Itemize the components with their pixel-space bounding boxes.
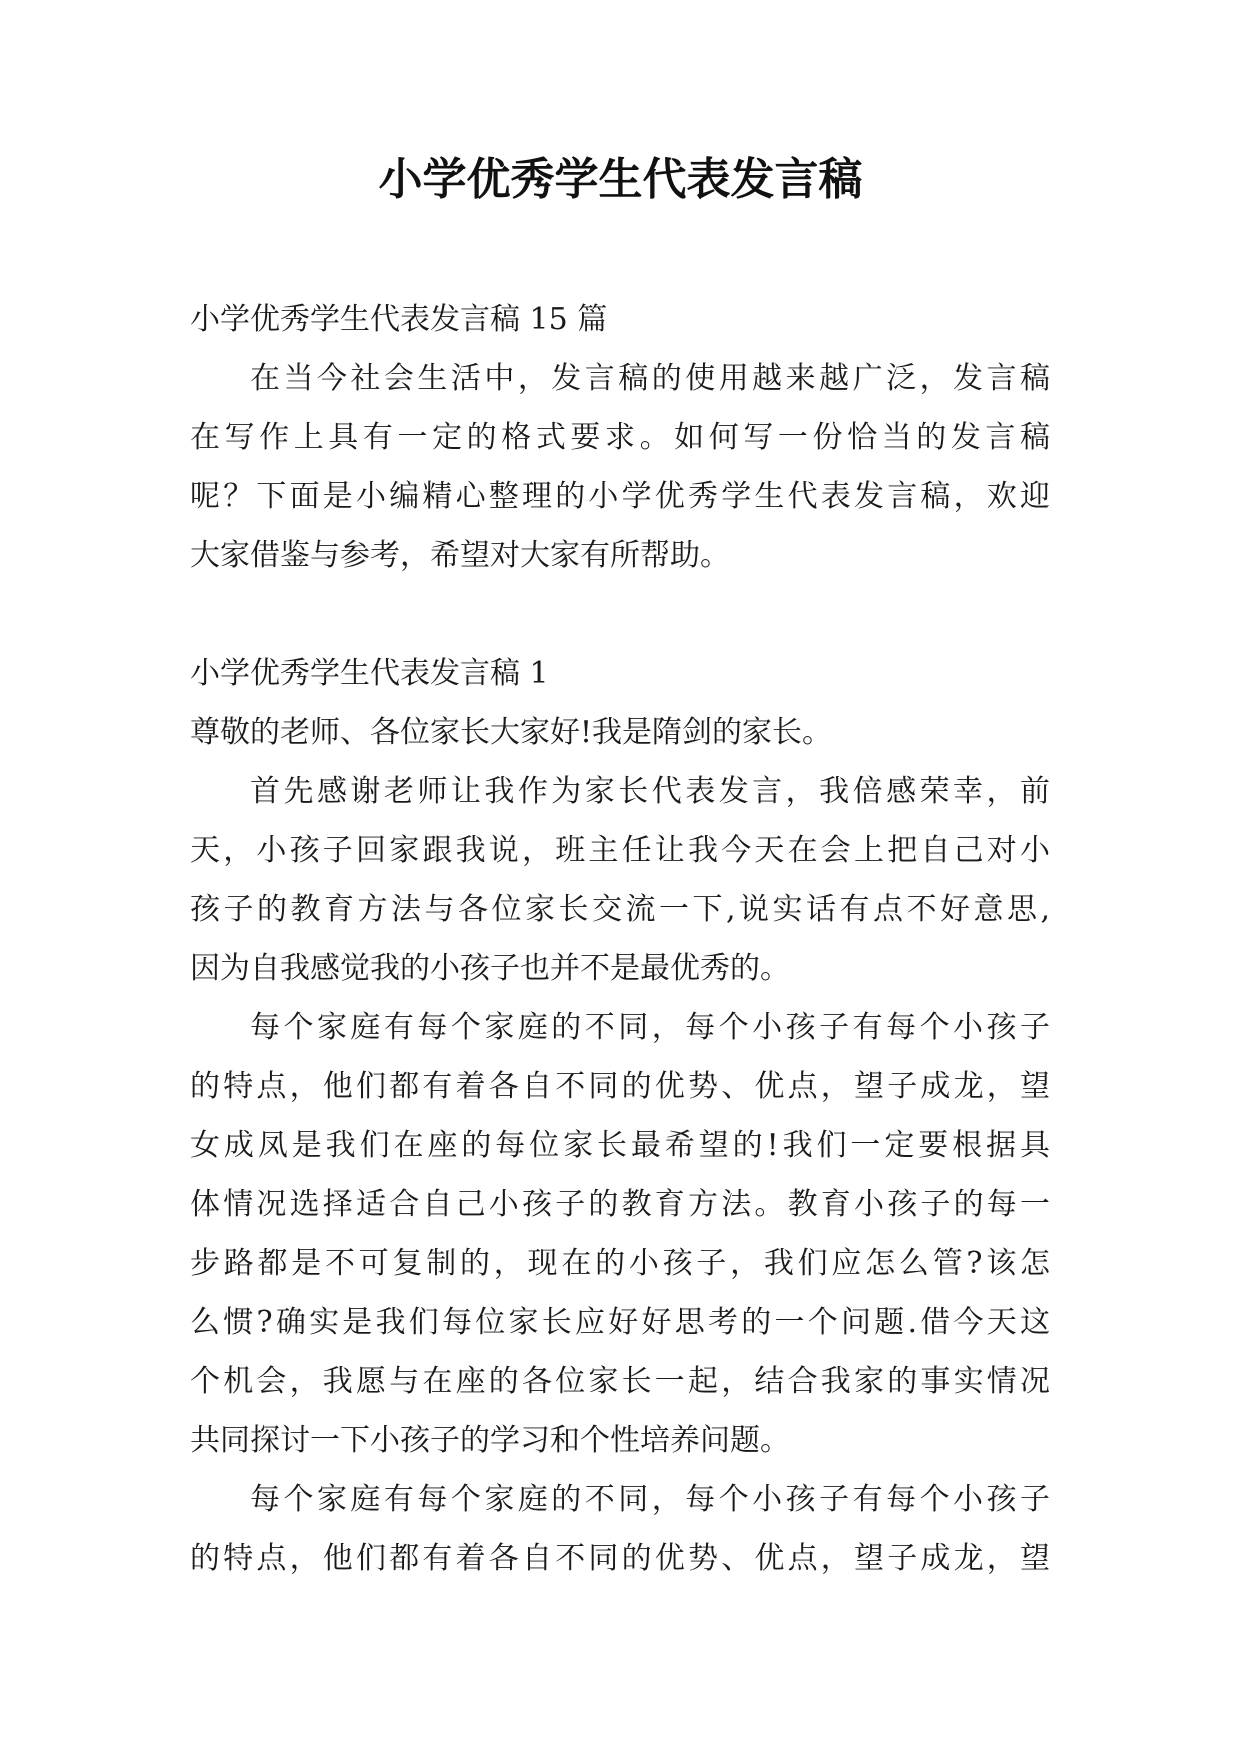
paragraph1-line: 因为自我感觉我的小孩子也并不是最优秀的。 bbox=[190, 951, 790, 986]
paragraph2-line: 体情况选择适合自己小孩子的教育方法。教育小孩子的每一 bbox=[190, 1187, 1050, 1222]
intro-line: 在当今社会生活中，发言稿的使用越来越广泛，发言稿 bbox=[250, 361, 1050, 396]
section-heading: 小学优秀学生代表发言稿 1 bbox=[190, 656, 549, 691]
paragraph2-line: 的特点，他们都有着各自不同的优势、优点，望子成龙，望 bbox=[190, 1069, 1050, 1104]
subtitle: 小学优秀学生代表发言稿 15 篇 bbox=[190, 302, 608, 337]
paragraph2-line: 共同探讨一下小孩子的学习和个性培养问题。 bbox=[190, 1423, 790, 1458]
paragraph3-line: 的特点，他们都有着各自不同的优势、优点，望子成龙，望 bbox=[190, 1541, 1050, 1576]
paragraph3-line: 每个家庭有每个家庭的不同，每个小孩子有每个小孩子 bbox=[250, 1482, 1050, 1517]
paragraph2-line: 每个家庭有每个家庭的不同，每个小孩子有每个小孩子 bbox=[250, 1010, 1050, 1045]
document-title: 小学优秀学生代表发言稿 bbox=[378, 154, 863, 205]
intro-line: 大家借鉴与参考，希望对大家有所帮助。 bbox=[190, 538, 730, 573]
paragraph1-line: 天，小孩子回家跟我说，班主任让我今天在会上把自己对小 bbox=[190, 833, 1050, 868]
intro-line: 在写作上具有一定的格式要求。如何写一份恰当的发言稿 bbox=[190, 420, 1050, 455]
document-body bbox=[190, 290, 1050, 1588]
paragraph2-line: 个机会，我愿与在座的各位家长一起，结合我家的事实情况 bbox=[190, 1364, 1050, 1399]
intro-line: 呢？下面是小编精心整理的小学优秀学生代表发言稿，欢迎 bbox=[190, 479, 1050, 514]
paragraph2-line: 步路都是不可复制的，现在的小孩子，我们应怎么管?该怎 bbox=[190, 1246, 1050, 1281]
paragraph2-line: 女成凤是我们在座的每位家长最希望的!我们一定要根据具 bbox=[190, 1128, 1050, 1163]
paragraph-gap bbox=[190, 585, 1050, 644]
paragraph2-line: 么惯?确实是我们每位家长应好好思考的一个问题.借今天这 bbox=[190, 1305, 1050, 1340]
greeting-line: 尊敬的老师、各位家长大家好!我是隋剑的家长。 bbox=[190, 715, 833, 750]
paragraph1-line: 孩子的教育方法与各位家长交流一下,说实话有点不好意思, bbox=[190, 892, 1050, 927]
paragraph1-line: 首先感谢老师让我作为家长代表发言，我倍感荣幸，前 bbox=[250, 774, 1050, 809]
